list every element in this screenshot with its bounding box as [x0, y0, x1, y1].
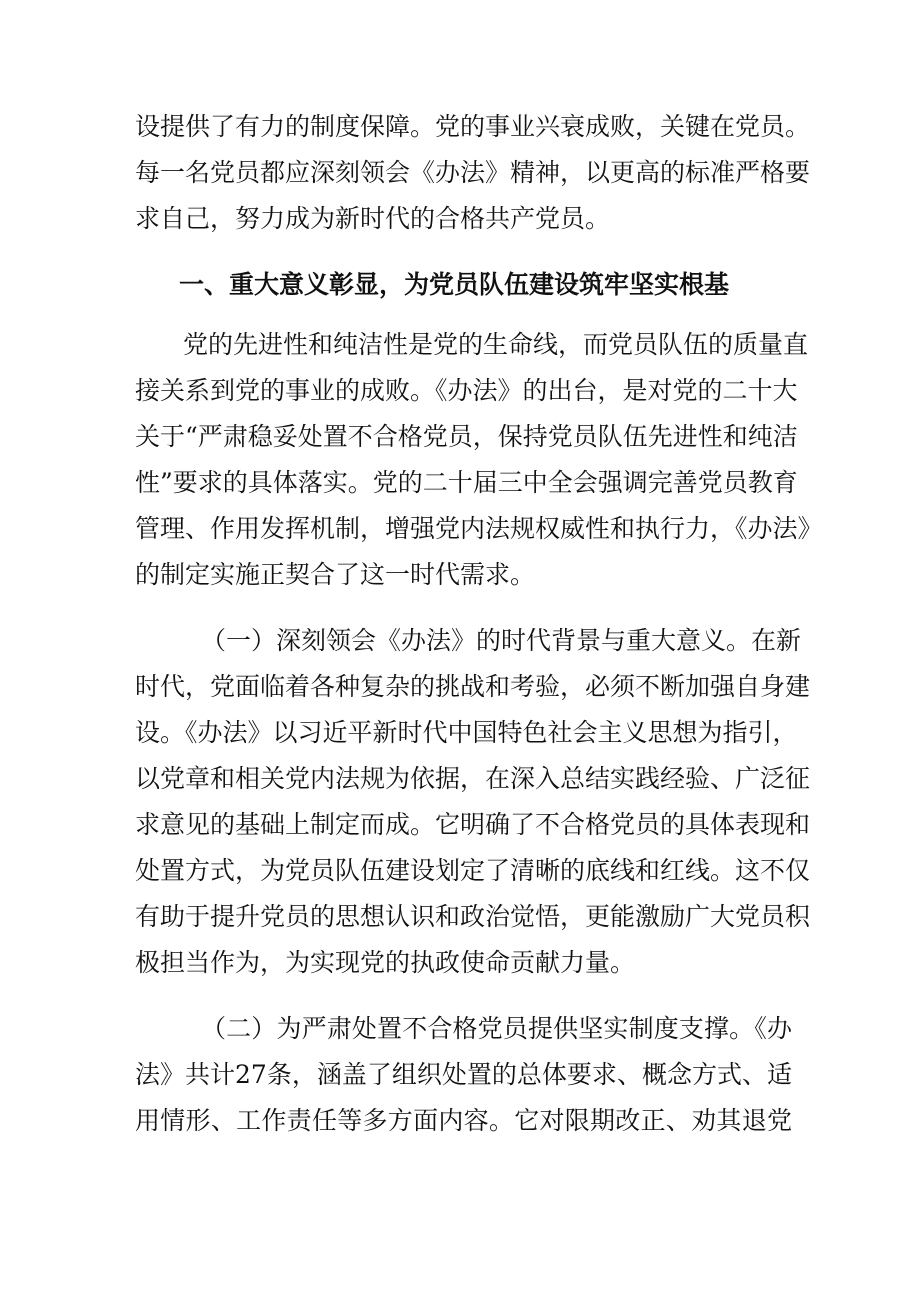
text-line: 以党章和相关党内法规为依据，在深入总结实践经验、广泛征 [135, 764, 811, 793]
text-line: 法》共计27条，涵盖了组织处置的总体要求、概念方式、适 [135, 1060, 792, 1089]
intro-paragraph [135, 104, 811, 242]
text-line: 求意见的基础上制定而成。它明确了不合格党员的具体表现和 [135, 810, 811, 839]
text-line: 求自己，努力成为新时代的合格共产党员。 [135, 204, 611, 233]
text-line: 处置方式，为党员队伍建设划定了清晰的底线和红线。这不仅 [135, 856, 811, 885]
text-line: 设。《办法》以习近平新时代中国特色社会主义思想为指引， [135, 718, 798, 747]
section-heading: 一、重大意义彰显，为党员队伍建设筑牢坚实根基 [179, 270, 730, 299]
text-line: 管理、作用发挥机制，增强党内法规权威性和执行力，《办法》 [135, 514, 823, 543]
text-line: 党的先进性和纯洁性是党的生命线，而党员队伍的质量直 [183, 330, 809, 359]
text-line: 接关系到党的事业的成败。《办法》的出台，是对党的二十大 [135, 376, 798, 405]
text-line: 性”要求的具体落实。党的二十届三中全会强调完善党员教育 [135, 468, 798, 497]
paragraph-3 [135, 1006, 792, 1144]
text-line: 关于“严肃稳妥处置不合格党员，保持党员队伍先进性和纯洁 [135, 422, 798, 451]
text-line: 有助于提升党员的思想认识和政治觉悟，更能激励广大党员积 [135, 902, 811, 931]
paragraph-1 [135, 322, 823, 598]
text-line: 极担当作为，为实现党的执政使命贡献力量。 [135, 948, 636, 977]
text-line: （一）深刻领会《办法》的时代背景与重大意义。在新 [201, 626, 802, 655]
text-line: （二）为严肃处置不合格党员提供坚实制度支撑。《办 [201, 1014, 792, 1043]
text-line: 时代，党面临着各种复杂的挑战和考验，必须不断加强自身建 [135, 672, 811, 701]
text-line: 每一名党员都应深刻领会《办法》精神，以更高的标准严格要 [135, 158, 811, 187]
paragraph-2 [135, 618, 811, 986]
text-line: 的制定实施正契合了这一时代需求。 [135, 560, 536, 589]
text-line: 设提供了有力的制度保障。党的事业兴衰成败，关键在党员。 [135, 112, 811, 141]
text-line: 用情形、工作责任等多方面内容。它对限期改正、劝其退党 [135, 1106, 792, 1135]
